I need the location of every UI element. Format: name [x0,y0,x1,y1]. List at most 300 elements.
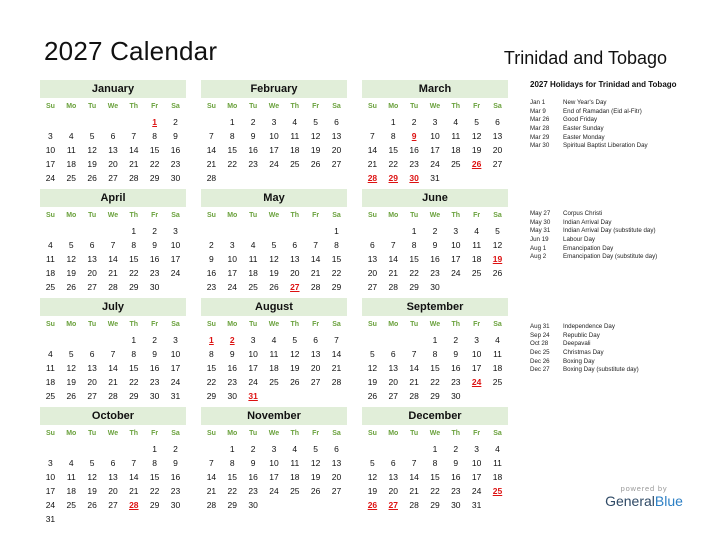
holiday-day-cell: 28 [367,173,378,183]
day-cell: 9 [173,131,178,141]
day-cell: 10 [45,145,56,155]
week-row [40,361,186,375]
weekday-label: Fr [473,321,481,328]
day-cell: 7 [110,240,116,250]
day-cell: 9 [229,349,235,359]
day-cell: 13 [492,131,503,141]
holiday-date: Sep 24 [530,331,550,339]
day-cell: 15 [129,363,139,373]
day-cell: 27 [388,391,398,401]
holiday-row [530,357,639,366]
day-cell: 21 [108,268,118,278]
holiday-day-cell: 26 [471,159,482,169]
weekday-label: Fr [312,212,320,219]
day-cell: 11 [46,254,55,264]
day-cell: 27 [108,500,118,510]
week-row [40,456,186,470]
day-cell: 8 [229,458,235,468]
day-cell: 23 [451,377,461,387]
day-cell: 10 [471,458,482,468]
week-row [362,171,508,185]
holiday-name: End of Ramadan (Eid al-Fitr) [563,107,642,115]
weekday-label: Fr [473,430,481,437]
holiday-name: Corpus Christi [563,209,603,217]
day-cell: 16 [149,254,160,264]
day-cell: 17 [45,159,56,169]
day-cell: 28 [108,282,118,292]
day-cell: 15 [129,254,139,264]
weekday-label: Tu [249,212,258,219]
day-cell: 3 [173,335,178,345]
day-cell: 20 [388,377,398,387]
day-cell: 26 [66,282,76,292]
weekday-label: Tu [410,321,419,328]
day-cell: 28 [331,377,342,387]
day-cell: 16 [149,363,160,373]
day-cell: 23 [451,486,461,496]
weekday-label: Fr [151,103,159,110]
day-cell: 19 [87,159,97,169]
week-row [40,224,186,238]
week-row [40,347,186,361]
month-header: August [201,298,347,316]
day-cell: 29 [430,391,440,401]
day-cell: 10 [248,349,258,359]
week-row [201,157,347,171]
holiday-date: Mar 9 [530,107,546,115]
weekday-label: We [107,212,119,219]
day-cell: 30 [170,500,181,510]
day-cell: 22 [206,377,217,387]
week-row [362,347,508,361]
day-cell: 5 [292,335,298,345]
day-cell: 6 [110,458,116,468]
weekday-label: We [268,103,280,110]
day-cell: 7 [411,349,417,359]
brand-name [588,493,700,510]
weekday-label: We [107,321,119,328]
day-cell: 28 [409,391,419,401]
day-cell: 10 [170,240,181,250]
day-cell: 11 [472,240,482,250]
day-cell: 12 [290,349,300,359]
day-cell: 7 [209,131,214,141]
day-cell: 23 [227,377,237,387]
day-cell: 12 [66,254,76,264]
weekday-header-row [201,425,347,442]
day-cell: 22 [227,486,237,496]
day-cell: 12 [87,472,97,482]
weekday-header-row [40,207,186,224]
weekday-header-row [362,425,508,442]
day-cell: 3 [250,335,256,345]
brand-powered-by: powered by [620,484,668,493]
day-cell: 16 [409,145,419,155]
holiday-date: Mar 28 [530,124,550,132]
week-row [362,333,508,347]
holiday-day-cell: 30 [409,173,419,183]
week-row [201,347,347,361]
day-cell: 20 [87,268,97,278]
weekday-label: Sa [332,430,341,437]
day-cell: 25 [45,391,56,401]
weekday-label: Fr [151,212,159,219]
weekday-label: Mo [66,321,77,328]
day-cell: 7 [370,131,375,141]
weekday-label: Sa [493,212,502,219]
day-cell: 9 [152,240,157,250]
weekday-label: Tu [88,430,97,437]
day-cell: 1 [411,226,417,236]
day-cell: 8 [334,240,339,250]
day-cell: 10 [430,131,440,141]
day-cell: 11 [290,458,300,468]
day-cell: 13 [108,145,118,155]
week-row [362,361,508,375]
day-cell: 24 [45,173,56,183]
day-cell: 24 [269,159,279,169]
day-cell: 13 [310,349,321,359]
day-cell: 23 [206,282,217,292]
day-cell: 8 [131,240,137,250]
day-cell: 6 [313,335,318,345]
month-november [201,407,347,512]
page-title: 2027 Calendar [44,36,218,66]
brand-name-general: General [605,493,655,509]
day-cell: 2 [152,335,157,345]
week-row [201,484,347,498]
day-cell: 1 [390,117,396,127]
holiday-name: Spiritual Baptist Liberation Day [563,142,648,150]
week-row [40,333,186,347]
day-cell: 7 [131,131,137,141]
day-cell: 5 [370,349,375,359]
day-cell: 16 [170,145,181,155]
weekday-label: Su [367,103,377,110]
day-cell: 25 [45,282,56,292]
day-cell: 6 [370,240,375,250]
day-cell: 10 [45,472,56,482]
weekday-label: Th [451,430,461,437]
month-september [362,298,508,403]
week-row [40,266,186,280]
day-cell: 1 [229,117,235,127]
week-row [362,157,508,171]
weekday-label: Mo [227,321,238,328]
weekday-label: Fr [312,430,320,437]
week-row [362,470,508,484]
day-cell: 8 [209,349,214,359]
day-cell: 3 [271,444,277,454]
day-cell: 17 [170,254,181,264]
week-row [201,456,347,470]
week-row [362,280,508,294]
day-cell: 1 [334,226,339,236]
day-cell: 27 [331,486,342,496]
month-header: November [201,407,347,425]
day-cell: 10 [471,349,482,359]
holiday-date: Dec 27 [530,366,550,374]
day-cell: 18 [66,486,76,496]
week-row [201,375,347,389]
day-cell: 7 [334,335,339,345]
week-row [201,252,347,266]
day-cell: 3 [453,226,459,236]
day-cell: 12 [310,458,321,468]
day-cell: 16 [451,363,461,373]
week-row [201,129,347,143]
day-cell: 6 [334,117,339,127]
day-cell: 13 [87,363,97,373]
day-cell: 21 [129,159,139,169]
week-row [201,389,347,403]
holiday-group [530,209,657,261]
weekday-header-row [40,98,186,115]
weekday-label: Tu [249,321,258,328]
day-cell: 17 [471,363,482,373]
day-cell: 27 [310,377,321,387]
day-cell: 20 [87,377,97,387]
day-cell: 12 [471,131,482,141]
day-cell: 23 [409,159,419,169]
day-cell: 19 [310,472,321,482]
day-cell: 26 [290,377,300,387]
day-cell: 16 [451,472,461,482]
day-cell: 11 [66,145,76,155]
day-cell: 5 [89,458,95,468]
holiday-name: Emancipation Day [563,244,614,252]
weekday-label: We [429,103,441,110]
day-cell: 13 [87,254,97,264]
day-cell: 26 [87,500,97,510]
day-cell: 16 [248,472,258,482]
holiday-date: Oct 28 [530,340,549,348]
day-cell: 14 [409,472,419,482]
day-cell: 19 [471,145,482,155]
day-cell: 24 [227,282,237,292]
holiday-date: Dec 25 [530,348,550,356]
month-january [40,80,186,199]
day-cell: 19 [367,377,378,387]
holiday-day-cell: 1 [209,335,214,345]
day-cell: 16 [430,254,440,264]
day-cell: 28 [206,500,217,510]
day-cell: 4 [68,131,74,141]
day-cell: 30 [451,391,461,401]
day-cell: 3 [271,117,277,127]
day-cell: 12 [66,363,76,373]
day-cell: 7 [110,349,116,359]
day-cell: 29 [430,500,440,510]
weekday-label: Su [45,103,55,110]
day-cell: 9 [250,458,256,468]
holidays-title: 2027 Holidays for Trinidad and Tobago [530,80,677,89]
day-cell: 18 [492,472,503,482]
day-cell: 14 [129,472,139,482]
month-may [201,189,347,308]
day-cell: 31 [471,500,482,510]
day-cell: 18 [269,363,279,373]
week-row [201,333,347,347]
weekday-label: Sa [171,321,180,328]
day-cell: 1 [131,226,137,236]
day-cell: 3 [474,335,479,345]
holiday-day-cell: 24 [471,377,482,387]
day-cell: 13 [108,472,118,482]
day-cell: 5 [68,240,74,250]
weekday-label: Su [206,212,216,219]
holiday-day-cell: 2 [229,335,235,345]
day-cell: 5 [474,117,479,127]
day-cell: 20 [108,486,118,496]
day-cell: 22 [430,377,440,387]
weekday-label: Fr [151,321,159,328]
weekday-label: We [268,212,280,219]
week-row [40,280,186,294]
weekday-label: Mo [66,103,77,110]
day-cell: 8 [411,240,417,250]
week-row [201,224,347,238]
week-row [40,129,186,143]
week-row [362,375,508,389]
day-cell: 2 [250,444,256,454]
weekday-label: Mo [227,430,238,437]
month-header: April [40,189,186,207]
day-cell: 19 [310,145,321,155]
day-cell: 15 [227,472,237,482]
day-cell: 11 [493,349,502,359]
weekday-label: Th [290,321,300,328]
holiday-date: May 30 [530,218,551,226]
day-cell: 27 [367,282,378,292]
day-cell: 13 [388,472,398,482]
day-cell: 3 [173,226,178,236]
week-row [40,238,186,252]
day-cell: 25 [471,268,482,278]
day-cell: 29 [129,282,139,292]
day-cell: 9 [453,349,459,359]
day-cell: 21 [206,159,217,169]
month-june [362,189,508,294]
day-cell: 27 [87,391,97,401]
holiday-date: May 31 [530,227,551,235]
month-april [40,189,186,294]
holiday-row [530,133,648,142]
holiday-row [530,209,657,218]
holiday-group [530,98,648,150]
day-cell: 17 [227,268,237,278]
weekday-label: Su [206,103,216,110]
day-cell: 21 [388,268,398,278]
day-cell: 1 [432,444,438,454]
day-cell: 18 [248,268,258,278]
holiday-row [530,115,648,124]
day-cell: 8 [390,131,396,141]
weekday-label: Th [451,212,461,219]
holiday-date: Aug 2 [530,253,547,261]
day-cell: 10 [269,131,279,141]
day-cell: 23 [430,268,440,278]
week-row [40,512,186,526]
day-cell: 24 [45,500,56,510]
day-cell: 30 [451,500,461,510]
weekday-label: Su [45,430,55,437]
day-cell: 29 [129,391,139,401]
month-header: June [362,189,508,207]
day-cell: 26 [492,268,503,278]
day-cell: 7 [209,458,214,468]
day-cell: 26 [367,391,378,401]
day-cell: 23 [248,486,258,496]
day-cell: 6 [110,131,116,141]
day-cell: 30 [149,282,160,292]
weekday-label: Fr [473,212,481,219]
day-cell: 2 [173,444,178,454]
day-cell: 29 [149,500,160,510]
holiday-date: Mar 29 [530,133,550,141]
day-cell: 15 [409,254,419,264]
weekday-label: Tu [249,430,258,437]
day-cell: 3 [48,131,53,141]
week-row [40,498,186,512]
day-cell: 11 [451,131,461,141]
weekday-label: Mo [388,212,399,219]
day-cell: 17 [430,145,440,155]
day-cell: 18 [451,145,461,155]
week-row [201,498,347,512]
day-cell: 6 [390,458,396,468]
week-row [362,389,508,403]
day-cell: 25 [66,173,76,183]
day-cell: 21 [367,159,378,169]
week-row [362,238,508,252]
holiday-date: Jun 19 [530,235,549,243]
week-row [40,375,186,389]
week-row [40,484,186,498]
day-cell: 7 [411,458,417,468]
day-cell: 11 [248,254,258,264]
week-row [201,143,347,157]
day-cell: 22 [227,159,237,169]
day-cell: 29 [331,282,342,292]
holiday-date: Mar 26 [530,116,550,124]
day-cell: 19 [66,377,76,387]
weekday-header-row [201,207,347,224]
day-cell: 15 [206,363,217,373]
day-cell: 10 [451,240,461,250]
weekday-label: Th [290,103,300,110]
day-cell: 20 [492,145,503,155]
day-cell: 29 [206,391,217,401]
holiday-name: Boxing Day [563,357,595,365]
day-cell: 4 [495,444,500,454]
weekday-label: Th [129,430,139,437]
holiday-row [530,124,648,133]
day-cell: 19 [66,268,76,278]
holiday-name: Republic Day [563,331,600,339]
day-cell: 19 [87,486,97,496]
week-row [40,252,186,266]
holiday-row [530,141,648,150]
day-cell: 6 [495,117,500,127]
week-row [362,456,508,470]
day-cell: 16 [170,472,181,482]
week-row [201,442,347,456]
week-row [201,171,347,185]
day-cell: 25 [248,282,258,292]
day-cell: 17 [269,472,279,482]
day-cell: 4 [48,349,53,359]
